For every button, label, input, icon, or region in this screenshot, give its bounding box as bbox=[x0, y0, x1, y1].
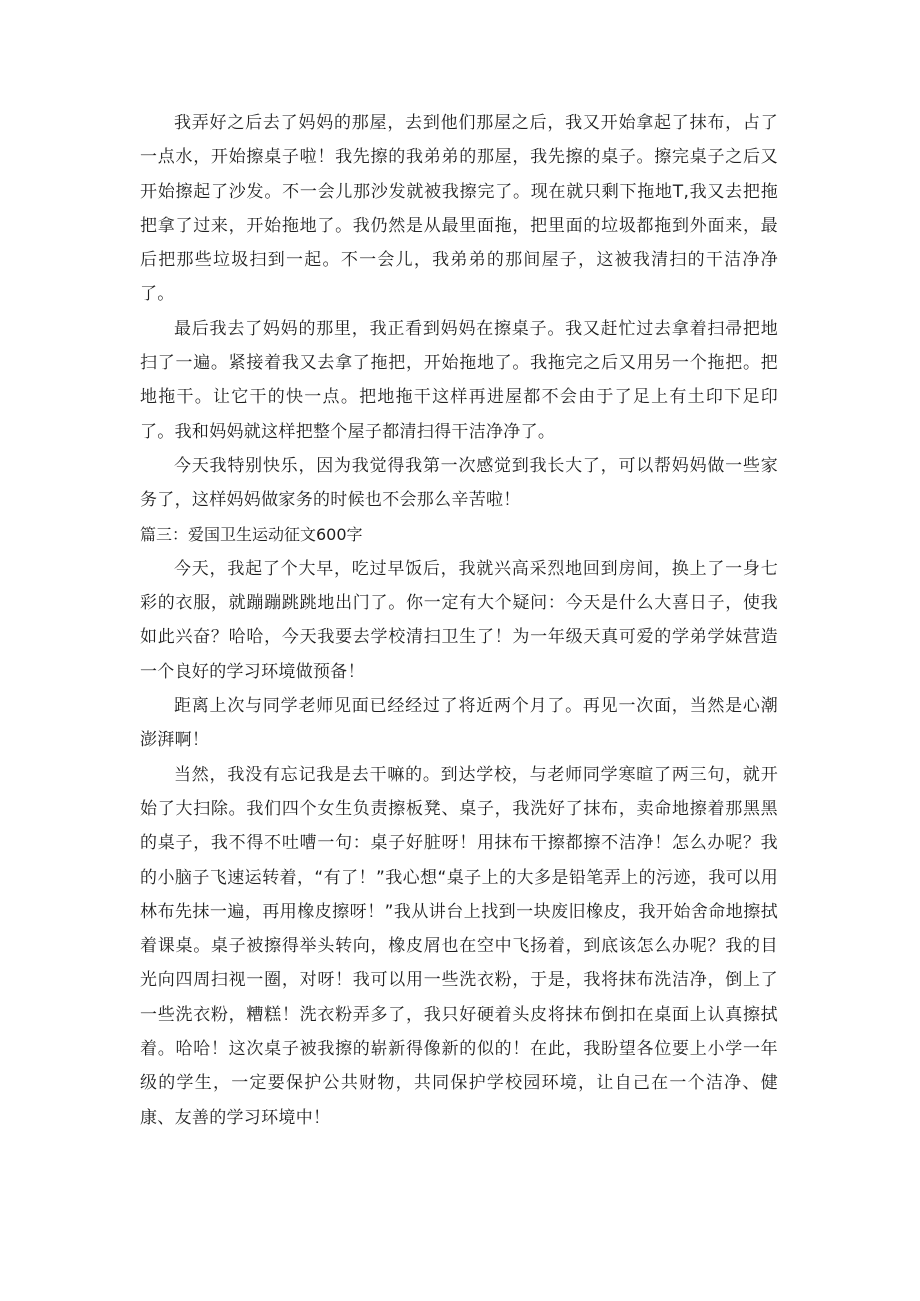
document-body bbox=[140, 106, 778, 1135]
paragraph-cleaning-mother-room: 最后我去了妈妈的那里，我正看到妈妈在擦桌子。我又赶忙过去拿着扫帚把地扫了一遍。紧接着我又去拿了拖把，开始拖地了。我拖完之后又用另一个拖把。把地拖干。让它干的快一点。把地拖干这样再进屋都不会由于了足上有土印下足印了。我和妈妈就这样把整个屋子都清扫得干洁净净了。 bbox=[140, 318, 778, 442]
section-heading: 篇三：爱国卫生运动征文600字 bbox=[140, 524, 363, 544]
paragraph-cleaning-brother-room: 我弄好之后去了妈妈的那屋，去到他们那屋之后，我又开始拿起了抹布，占了一点水，开始擦桌子啦！我先擦的我弟弟的那屋，我先擦的桌子。擦完桌子之后又开始擦起了沙发。不一会儿那沙发就被我擦完了。现在就只剩下拖地T,我又去把拖把拿了过来，开始拖地了。我仍然是从最里面拖，把里面的垃圾都拖到外面来，最后把那些垃圾扫到一起。不一会儿，我弟弟的那间屋子，这被我清扫的干洁净净了。 bbox=[140, 113, 778, 305]
paragraph-feeling-happy: 今天我特别快乐，因为我觉得我第一次感觉到我长大了，可以帮妈妈做一些家务了，这样妈妈做家务的时候也不会那么辛苦啦！ bbox=[140, 455, 778, 511]
paragraph-going-to-school: 今天，我起了个大早，吃过早饭后，我就兴高采烈地回到房间，换上了一身七彩的衣服，就蹦蹦跳跳地出门了。你一定有大个疑问：今天是什么大喜日子，使我如此兴奋？哈哈，今天我要去学校清扫卫生了！为一年级天真可爱的学弟学妹营造一个良好的学习环境做预备！ bbox=[140, 558, 778, 682]
paragraph-cleaning-desks: 当然，我没有忘记我是去干嘛的。到达学校，与老师同学寒暄了两三句，就开始了大扫除。我们四个女生负责擦板凳、桌子，我洗好了抹布，卖命地擦着那黑黑的桌子，我不得不吐嘈一句：桌子好脏呀！用抹布干擦都擦不洁净！怎么办呢？我的小脑子飞速运转着，“有了！”我心想“桌子上的大多是铅笔弄上的污迹，我可以用林布先抹一遍，再用橡皮擦呀！”我从讲台上找到一块废旧橡皮，我开始舍命地擦拭着课桌。桌子被擦得举头转向，橡皮屑也在空中飞扬着，到底该怎么办呢？我的目光向四周扫视一圈，对呀！我可以用一些洗衣粉，于是，我将抹布洗洁净，倒上了一些洗衣粉，糟糕！洗衣粉弄多了，我只好硬着头皮将抹布倒扣在桌面上认真擦拭着。哈哈！这次桌子被我擦的崭新得像新的似的！在此，我盼望各位要上小学一年级的学生，一定要保护公共财物，共同保护学校园环境，让自己在一个洁净、健康、友善的学习环境中！ bbox=[140, 764, 778, 1128]
paragraph-meeting-again: 距离上次与同学老师见面已经经过了将近两个月了。再见一次面，当然是心潮澎湃啊！ bbox=[140, 696, 778, 751]
